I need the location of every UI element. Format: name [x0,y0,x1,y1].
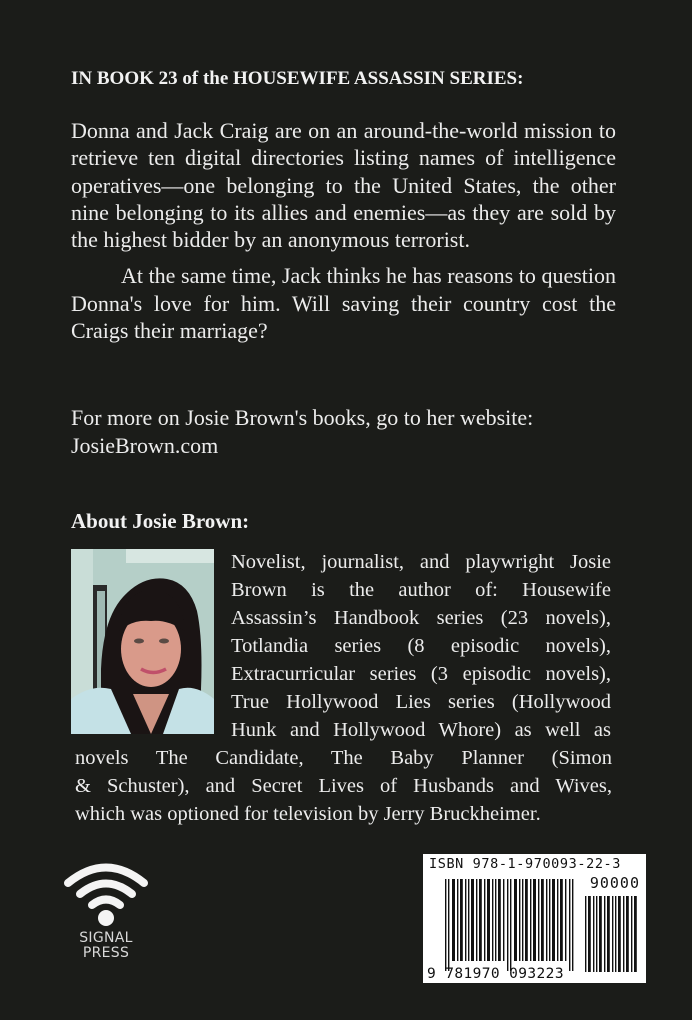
author-photo [71,549,214,734]
website-intro: For more on Josie Brown's books, go to her website: [71,405,534,430]
bio-line: Extracurricular series (3 episodic novels), [231,663,611,685]
bio-line: Totlandia series (8 episodic novels), [231,635,611,657]
bio-line: Novelist, journalist, and playwright Josie [231,551,611,573]
website-note [71,404,631,460]
about-heading: About Josie Brown: [71,509,250,533]
isbn-label: ISBN 978-1-970093-22-3 [429,856,622,872]
blurb-paragraph-2: At the same time, Jack thinks he has reasons to question Donna's love for him. Will saving their country cost the Craigs their marriage? [71,263,616,344]
blurb-paragraph-1: Donna and Jack Craig are on an around-the-world mission to retrieve ten digital directories listing names of intelligence operatives—one belonging to the United States, the other nine belonging to its allies and enemies—as they are sold by the highest bidder by an anonymous terrorist. [71,118,616,253]
publisher-name-line-1: SIGNAL [79,930,133,946]
ean-barcode-bars [445,879,575,971]
bio-line: Brown is the author of: Housewife [231,579,611,601]
author-bio-beside-photo [231,548,611,744]
bio-line: Assassin’s Handbook series (23 novels), [231,607,611,629]
bio-line: novels The Candidate, The Baby Planner (Simon [75,747,612,769]
website-link: JosieBrown.com [71,433,219,458]
ean-digits: 9 781970 093223 [427,966,564,982]
price-code: 90000 [589,874,640,892]
bio-line: True Hollywood Lies series (Hollywood [231,691,611,713]
bio-line: Hunk and Hollywood Whore) as well as [231,719,611,741]
publisher-name-line-2: PRESS [82,945,130,961]
series-heading: IN BOOK 23 of the HOUSEWIFE ASSASSIN SERIES: [71,68,524,89]
bio-line: which was optioned for television by Jerry Bruckheimer. [75,803,541,825]
addon-barcode-bars [585,896,639,972]
wifi-signal-icon [58,858,154,926]
author-bio-full-width [75,744,612,828]
blurb [71,117,616,344]
bio-line: & Schuster), and Secret Lives of Husbands and Wives, [75,775,612,797]
publisher-logo [58,858,154,962]
isbn-barcode [423,854,646,983]
